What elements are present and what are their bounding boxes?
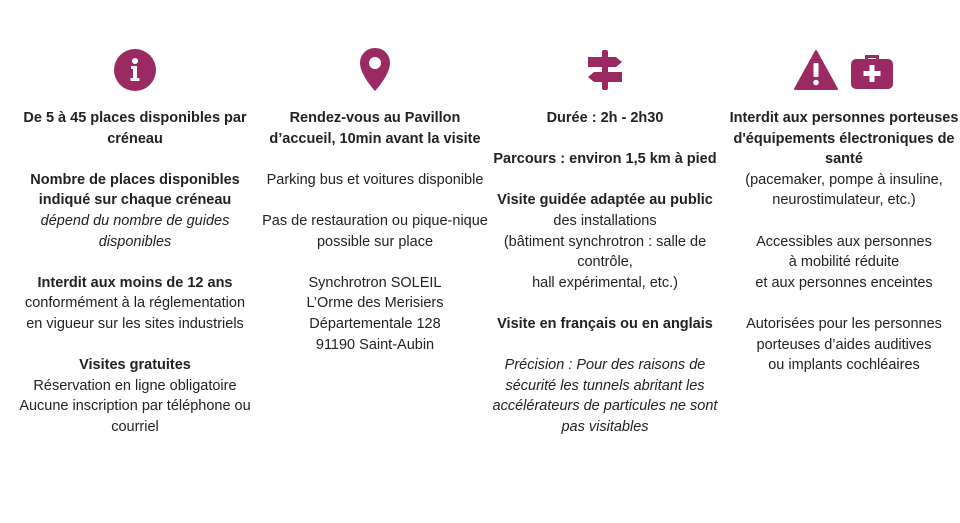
address-line-4: 91190 Saint-Aubin [315,336,435,353]
language-title: Visite en français ou en anglais [497,315,713,332]
parking-block [257,170,493,191]
address-line-1: Synchrotron SOLEIL [308,274,442,291]
column-tour-details [487,44,723,458]
medical-kit-icon [849,49,895,91]
meeting-block [257,108,493,149]
column-icons [726,44,960,96]
column-meeting-point [257,44,493,376]
column-health-access [726,44,960,396]
accessibility-line-2: à mobilité réduite [788,254,900,271]
accessibility-line-1: Accessibles aux personnes [756,233,932,250]
guided-tour-text: des installations [553,212,657,229]
guided-tour-line-3: hall expérimental, etc.) [532,274,678,291]
guides-title: Nombre de places disponibles indiqué sur chaque créneau [30,171,240,209]
duration-title: Durée : 2h - 2h30 [546,110,664,126]
age-title: Interdit aux moins de 12 ans [37,274,233,291]
warning-icon [793,49,839,91]
guided-tour-block [487,190,723,293]
places-block [17,108,253,149]
food-text: Pas de restauration ou pique-nique possible sur place [262,212,488,250]
column-icons [17,44,253,96]
column-icons [257,44,493,96]
places-title: De 5 à 45 places disponibles par créneau [23,110,247,147]
hearing-aids-line-1: Autorisées pour les personnes porteuses d’aides auditives [746,315,942,353]
column-icons [487,44,723,96]
address-block [257,273,493,355]
address-line-3: Départementale 128 [309,315,441,332]
route-title: Parcours : environ 1,5 km à pied [493,151,717,168]
guided-tour-title: Visite guidée adaptée au public [497,192,713,209]
food-block [257,211,493,252]
age-text: conformément à la réglementation en vigueur sur les sites industriels [24,295,246,332]
health-text: (pacemaker, pompe à insuline, neurostimulateur, etc.) [745,171,943,209]
precision-block [487,355,723,437]
guides-block [17,170,253,252]
language-block [487,314,723,335]
hearing-aids-block [726,314,960,376]
info-icon [113,48,157,92]
accessibility-block [726,232,960,294]
column-booking-info [17,44,253,458]
address-line-2: L’Orme des Merisiers [306,295,444,312]
meeting-title: Rendez-vous au Pavillon d’accueil, 10min avant la visite [269,110,481,147]
guided-tour-line-2: (bâtiment synchrotron : salle de contrôle, [503,233,707,271]
signpost-icon [583,48,627,92]
online-booking-text: Réservation en ligne obligatoire [33,377,237,394]
duration-block [487,108,723,129]
precision-note: Précision : Pour des raisons de sécurité les tunnels abritant les accélérateurs de particules ne sont pas visitables [492,357,718,435]
hearing-aids-line-2: ou implants cochléaires [768,357,920,374]
free-visits-block [17,355,253,437]
age-block [17,273,253,335]
no-phone-text: Aucune inscription par téléphone ou courriel [19,398,251,435]
free-visits-title: Visites gratuites [79,357,191,374]
map-pin-icon [357,46,393,94]
accessibility-line-3: et aux personnes enceintes [755,274,933,291]
health-title: Interdit aux personnes porteuses d'équipements électroniques de santé [729,110,959,168]
guides-note: dépend du nombre de guides disponibles [40,212,230,250]
parking-text: Parking bus et voitures disponible [266,171,484,188]
health-block [726,108,960,211]
route-block [487,149,723,170]
